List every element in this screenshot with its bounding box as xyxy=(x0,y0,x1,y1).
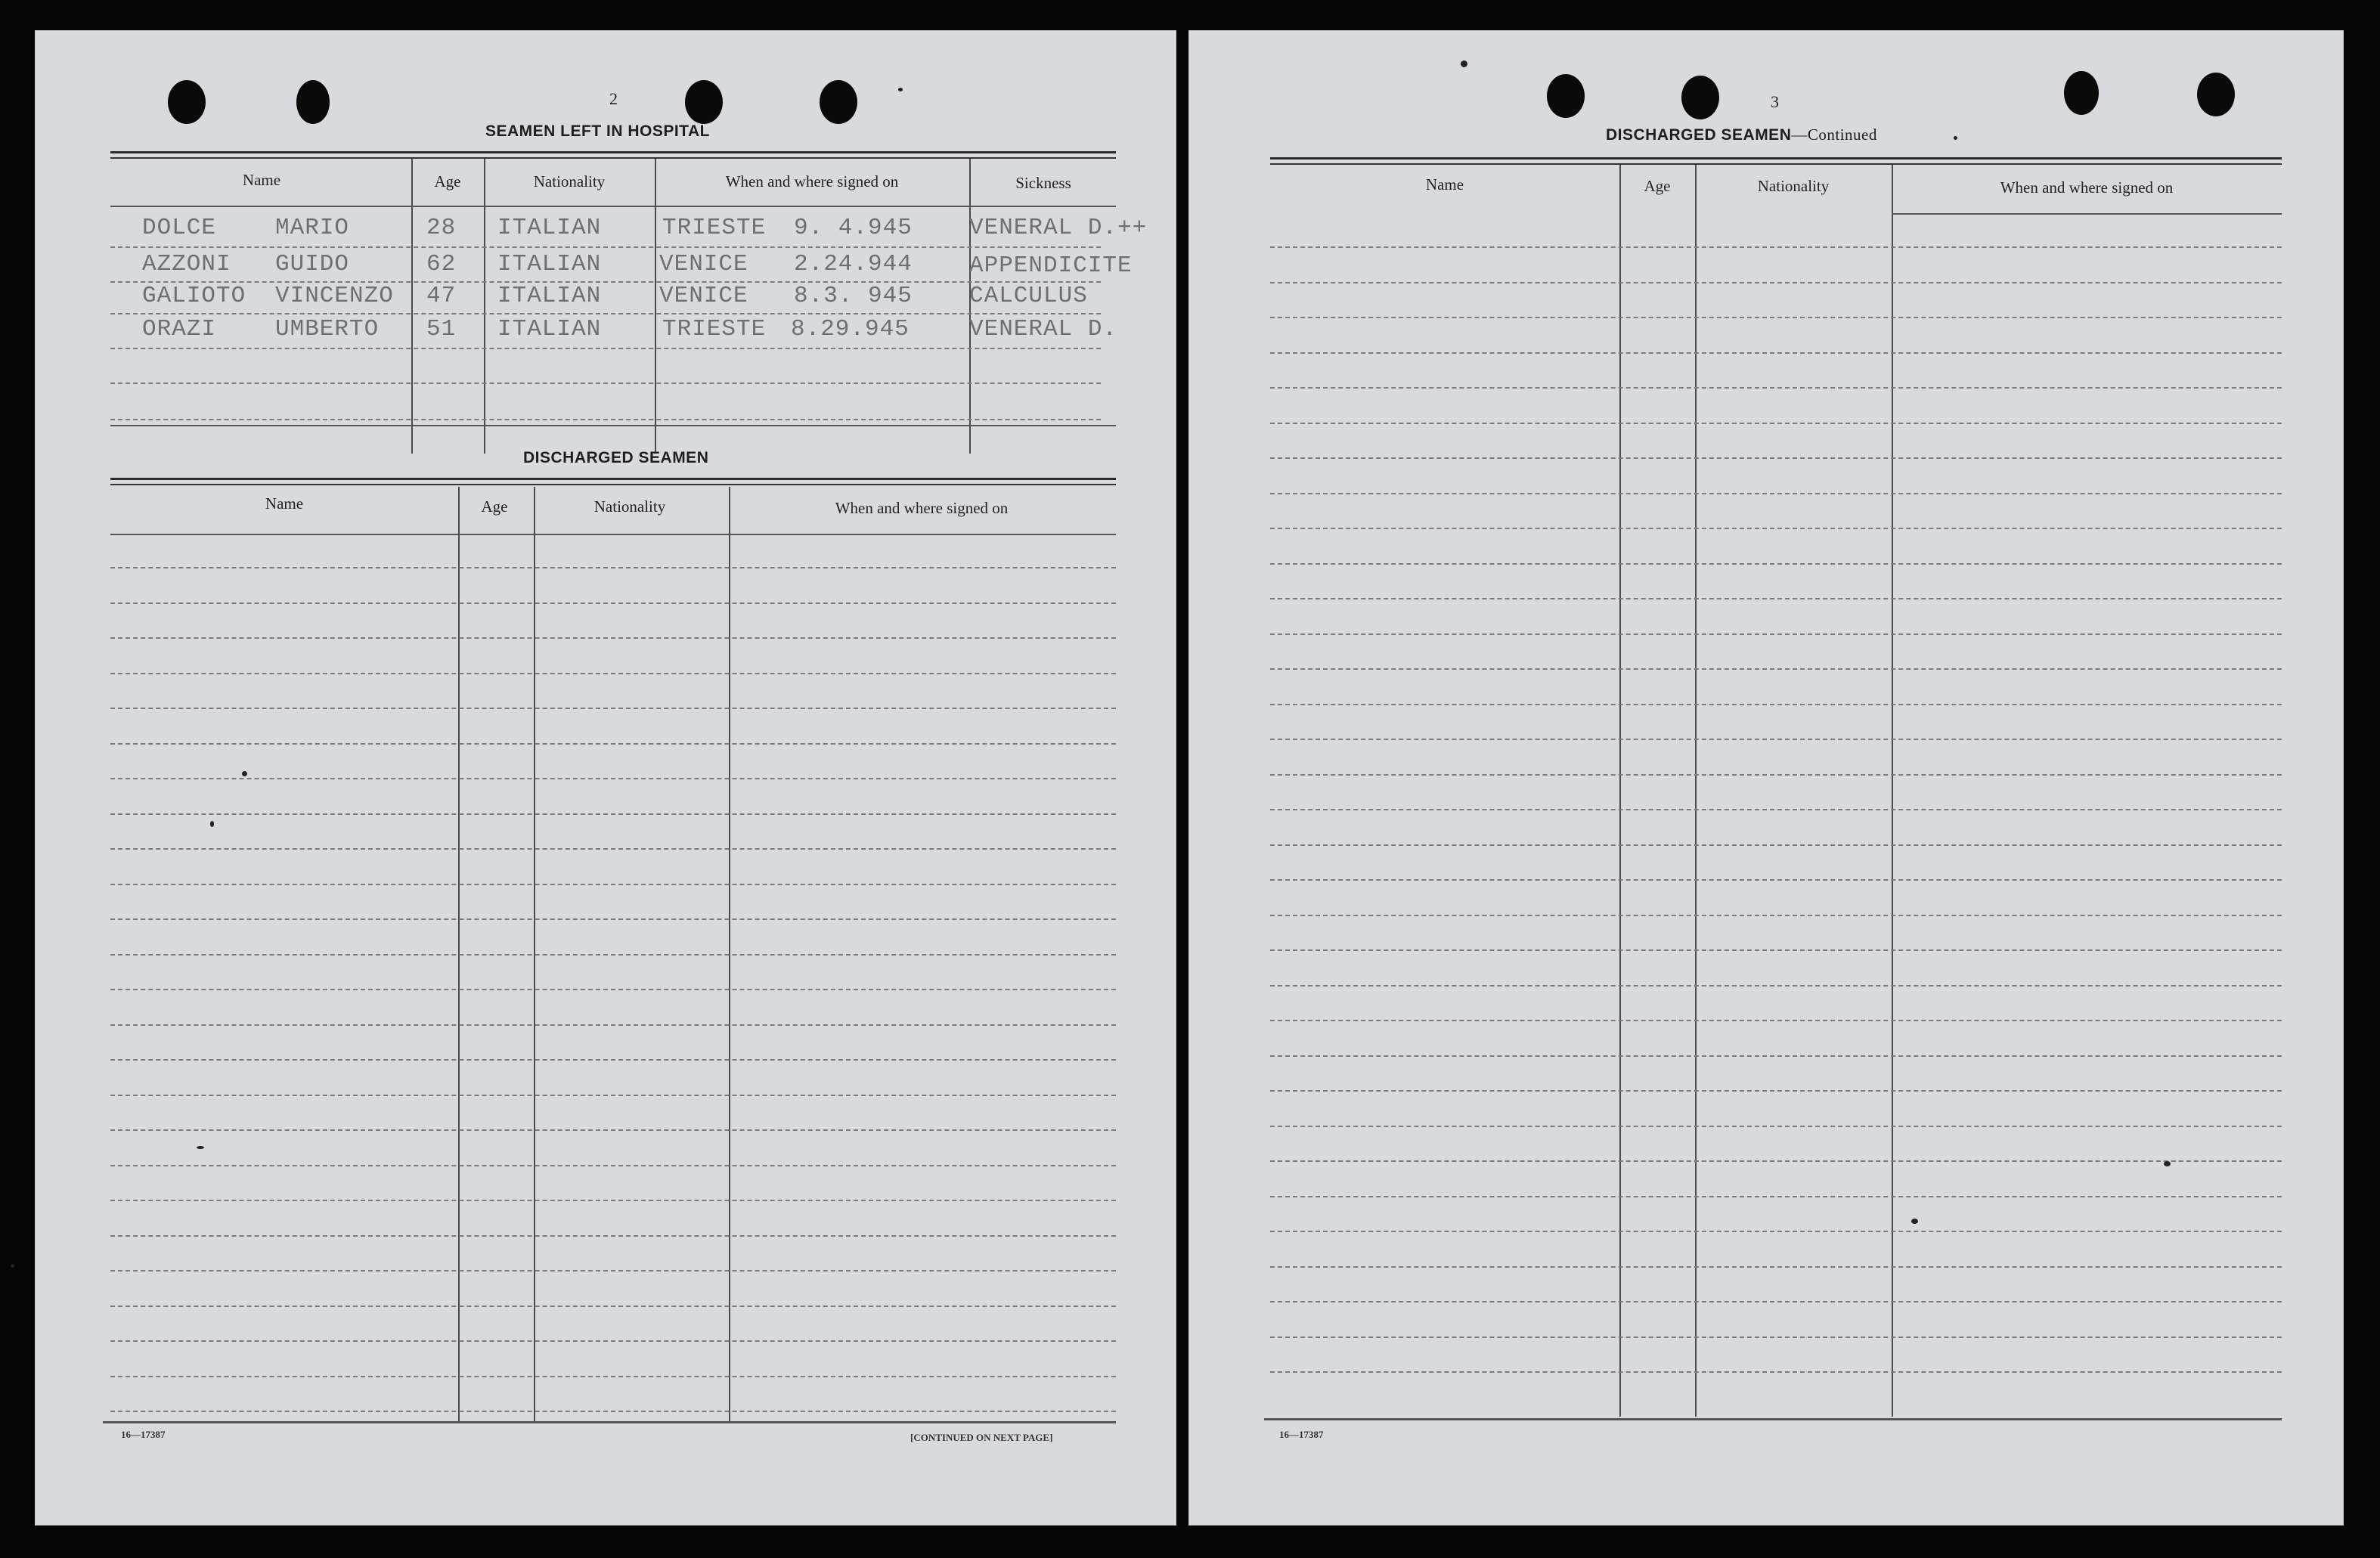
row-rule xyxy=(1270,1371,2282,1373)
row-rule xyxy=(110,813,1116,815)
divider xyxy=(110,151,1116,153)
page-bottom-rule xyxy=(1264,1418,2282,1420)
row-rule xyxy=(110,778,1116,779)
col-header-nationality: Nationality xyxy=(533,172,606,190)
row-rule xyxy=(110,313,1101,314)
row-rule xyxy=(1270,739,2282,740)
seaman-surname: ORAZI xyxy=(142,316,217,342)
header-rule xyxy=(110,206,1116,207)
seaman-age: 51 xyxy=(426,316,457,342)
signed-on-place: TRIESTE xyxy=(662,215,767,241)
row-rule xyxy=(1270,1337,2282,1338)
col-header-sickness: Sickness xyxy=(1015,174,1071,192)
ink-speck xyxy=(210,821,214,827)
row-rule xyxy=(110,848,1116,850)
divider xyxy=(110,157,1116,159)
row-rule xyxy=(110,673,1116,674)
divider xyxy=(1270,157,2282,160)
row-rule xyxy=(110,348,1101,349)
signed-on-date: 8.3. 945 xyxy=(794,283,913,309)
row-rule xyxy=(1270,563,2282,565)
row-rule xyxy=(110,884,1116,885)
seaman-given-name: VINCENZO xyxy=(275,283,394,309)
ink-speck xyxy=(197,1146,204,1149)
form-number: 16—17387 xyxy=(121,1429,166,1440)
seaman-age: 62 xyxy=(426,251,457,277)
seaman-age: 47 xyxy=(426,283,457,309)
ink-speck xyxy=(1911,1219,1918,1224)
punch-hole xyxy=(2197,73,2235,116)
column-divider xyxy=(484,159,485,454)
page-number: 2 xyxy=(609,89,618,108)
row-rule xyxy=(1270,1266,2282,1268)
row-rule xyxy=(110,1340,1116,1342)
row-rule xyxy=(1270,457,2282,459)
row-rule xyxy=(110,989,1116,990)
row-rule xyxy=(110,419,1101,420)
seaman-given-name: MARIO xyxy=(275,215,350,241)
seaman-surname: GALIOTO xyxy=(142,283,246,309)
row-rule xyxy=(1270,985,2282,987)
col-header-signed-on: When and where signed on xyxy=(2000,178,2174,197)
page-bottom-rule xyxy=(103,1421,1116,1423)
seaman-nationality: ITALIAN xyxy=(497,251,602,277)
row-rule xyxy=(110,383,1101,384)
ink-speck xyxy=(898,88,903,91)
col-header-name: Name xyxy=(1425,175,1464,194)
signed-on-place: VENICE xyxy=(659,283,748,309)
row-rule xyxy=(1270,844,2282,846)
divider xyxy=(110,478,1116,480)
section-title-text: DISCHARGED SEAMEN xyxy=(1606,126,1792,144)
column-divider xyxy=(411,159,413,454)
row-rule xyxy=(1270,387,2282,389)
seaman-surname: DOLCE xyxy=(142,215,217,241)
section-title-suffix: —Continued xyxy=(1791,125,1877,144)
row-rule xyxy=(1270,246,2282,248)
column-divider xyxy=(655,159,656,454)
row-rule xyxy=(1270,1231,2282,1232)
divider xyxy=(110,484,1116,485)
seaman-given-name: UMBERTO xyxy=(275,316,380,342)
seaman-age: 28 xyxy=(426,215,457,241)
row-rule xyxy=(1270,1196,2282,1197)
sickness: VENERAL D.++ xyxy=(969,215,1148,241)
row-rule xyxy=(110,743,1116,745)
row-rule xyxy=(1270,774,2282,776)
row-rule xyxy=(110,1165,1116,1166)
ink-speck xyxy=(1461,60,1467,67)
row-rule xyxy=(1270,1160,2282,1162)
sickness: VENERAL D. xyxy=(969,316,1118,342)
col-header-name: Name xyxy=(242,171,281,189)
header-rule xyxy=(1892,213,2282,215)
signed-on-place: TRIESTE xyxy=(662,316,767,342)
left-page xyxy=(35,30,1176,1525)
header-rule xyxy=(110,534,1116,535)
row-rule xyxy=(1270,1301,2282,1302)
signed-on-date: 8.29.945 xyxy=(791,316,910,342)
signed-on-date: 2.24.944 xyxy=(794,251,913,277)
punch-hole xyxy=(168,80,206,124)
row-rule xyxy=(1270,1090,2282,1092)
punch-hole xyxy=(1547,74,1585,118)
row-rule xyxy=(1270,809,2282,810)
table-bottom-rule xyxy=(110,425,1116,426)
ink-speck xyxy=(11,1264,14,1268)
row-rule xyxy=(110,1024,1116,1026)
row-rule xyxy=(110,1200,1116,1201)
row-rule xyxy=(1270,915,2282,916)
col-header-signed-on: When and where signed on xyxy=(725,172,899,190)
row-rule xyxy=(110,1376,1116,1377)
seaman-surname: AZZONI xyxy=(142,251,231,277)
col-header-nationality: Nationality xyxy=(1757,177,1830,195)
row-rule xyxy=(1270,423,2282,424)
col-header-age: Age xyxy=(434,172,461,190)
right-page xyxy=(1188,30,2344,1525)
continued-note: [CONTINUED ON NEXT PAGE] xyxy=(910,1432,1053,1443)
col-header-signed-on: When and where signed on xyxy=(835,499,1009,517)
row-rule xyxy=(1270,668,2282,670)
punch-hole xyxy=(820,80,857,124)
discharged-section-title: DISCHARGED SEAMEN xyxy=(523,449,709,466)
row-rule xyxy=(1270,949,2282,951)
discharged-continued-title xyxy=(1606,125,1877,144)
row-rule xyxy=(110,567,1116,568)
row-rule xyxy=(110,246,1101,248)
row-rule xyxy=(110,1306,1116,1307)
punch-hole xyxy=(296,80,330,124)
page-number: 3 xyxy=(1771,92,1779,111)
row-rule xyxy=(1270,352,2282,354)
row-rule xyxy=(1270,633,2282,635)
row-rule xyxy=(110,918,1116,920)
row-rule xyxy=(110,1129,1116,1131)
sickness: CALCULUS xyxy=(969,283,1088,309)
row-rule xyxy=(1270,598,2282,599)
sickness: APPENDICITE xyxy=(969,252,1133,279)
row-rule xyxy=(1270,1020,2282,1021)
punch-hole xyxy=(2064,71,2099,115)
row-rule xyxy=(110,1235,1116,1237)
seaman-given-name: GUIDO xyxy=(275,251,350,277)
col-header-age: Age xyxy=(481,497,508,516)
hospital-section-title: SEAMEN LEFT IN HOSPITAL xyxy=(485,122,710,140)
row-rule xyxy=(1270,879,2282,881)
row-rule xyxy=(110,637,1116,639)
seaman-nationality: ITALIAN xyxy=(497,215,602,241)
ink-speck xyxy=(2164,1161,2171,1166)
divider xyxy=(1270,163,2282,165)
punch-hole xyxy=(685,80,723,124)
row-rule xyxy=(110,1059,1116,1061)
form-number: 16—17387 xyxy=(1279,1429,1324,1440)
row-rule xyxy=(1270,528,2282,529)
row-rule xyxy=(1270,282,2282,283)
row-rule xyxy=(110,1095,1116,1096)
row-rule xyxy=(1270,317,2282,318)
row-rule xyxy=(110,1411,1116,1412)
row-rule xyxy=(110,1270,1116,1271)
row-rule xyxy=(110,281,1101,283)
row-rule xyxy=(1270,1055,2282,1057)
row-rule xyxy=(110,708,1116,709)
row-rule xyxy=(110,954,1116,956)
ink-speck xyxy=(1954,136,1957,140)
row-rule xyxy=(110,602,1116,604)
col-header-age: Age xyxy=(1644,177,1671,195)
signed-on-place: VENICE xyxy=(659,251,748,277)
ink-speck xyxy=(242,771,247,776)
col-header-name: Name xyxy=(265,494,304,513)
signed-on-date: 9. 4.945 xyxy=(794,215,913,241)
punch-hole xyxy=(1681,76,1719,119)
row-rule xyxy=(1270,1126,2282,1127)
row-rule xyxy=(1270,704,2282,705)
col-header-nationality: Nationality xyxy=(593,497,666,516)
seaman-nationality: ITALIAN xyxy=(497,316,602,342)
seaman-nationality: ITALIAN xyxy=(497,283,602,309)
row-rule xyxy=(1270,493,2282,494)
